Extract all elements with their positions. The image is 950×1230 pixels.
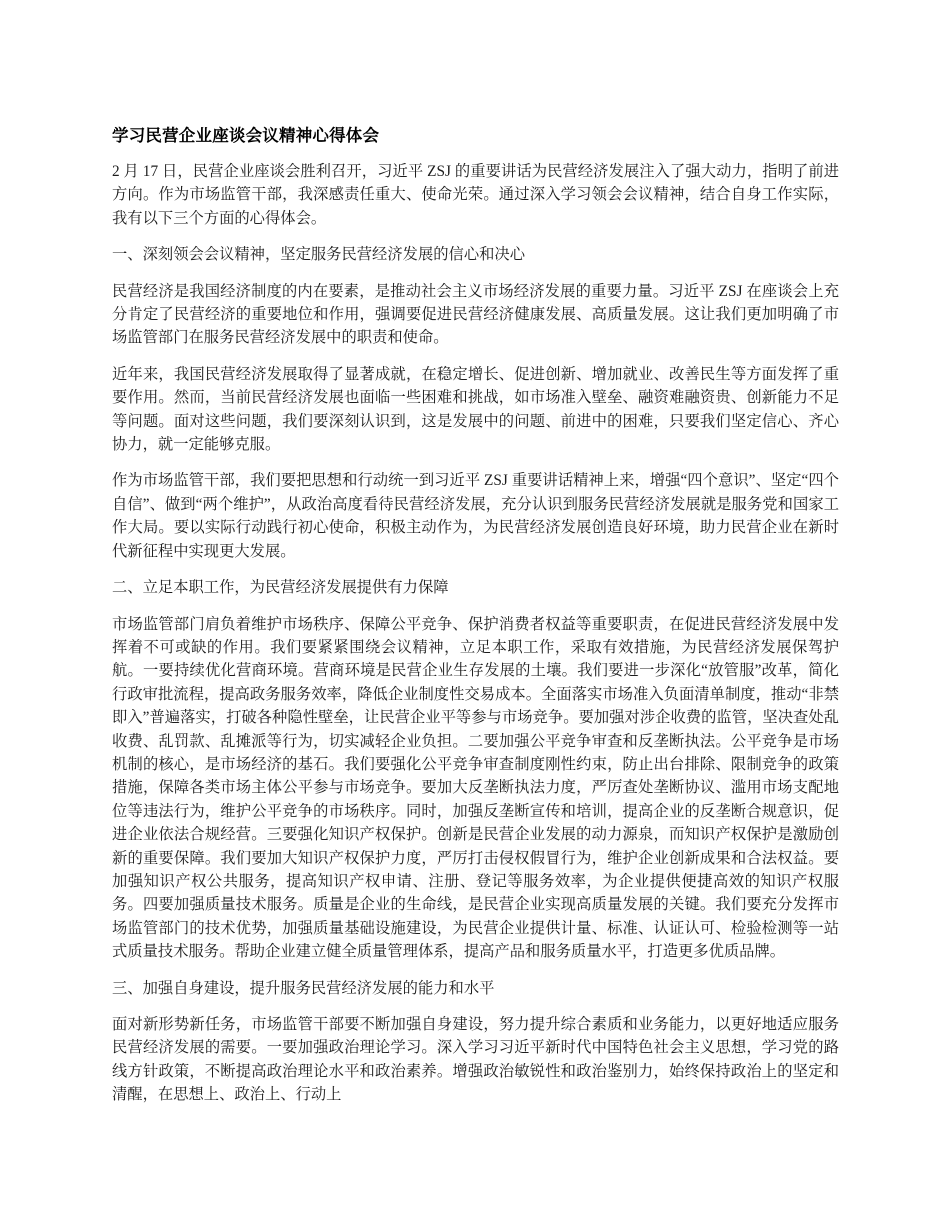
intro-paragraph: 2 月 17 日，民营企业座谈会胜利召开，习近平 ZSJ 的重要讲话为民营经济发展注入了强大动力，指明了前进方向。作为市场监管干部，我深感责任重大、使命光荣。通过深入学习领会会议精神，结合自身工作实际，我有以下三个方面的心得体会。 <box>112 163 839 227</box>
page-title: 学习民营企业座谈会议精神心得体会 <box>112 127 380 145</box>
section-three-paragraph-1: 面对新形势新任务，市场监管干部要不断加强自身建设，努力提升综合素质和业务能力，以更好地适应服务民营经济发展的需要。一要加强政治理论学习。深入学习习近平新时代中国特色社会主义思想，学习党的路线方针政策，不断提高政治理论水平和政治素养。增强政治敏锐性和政治鉴别力，始终保持政治上的坚定和清醒，在思想上、政治上、行动上 <box>112 1016 839 1104</box>
section-one-paragraph-3: 作为市场监管干部，我们要把思想和行动统一到习近平 ZSJ 重要讲话精神上来，增强“四个意识”、坚定“四个自信”、做到“两个维护”，从政治高度看待民营经济发展，充分认识到服务民营经济发展就是服务党和国家工作大局。要以实际行动践行初心使命，积极主动作为，为民营经济发展创造良好环境，助力民营企业在新时代新征程中实现更大发展。 <box>112 472 839 560</box>
section-heading-one: 一、深刻领会会议精神，坚定服务民营经济发展的信心和决心 <box>112 246 526 264</box>
document-body <box>112 124 839 1107</box>
section-one-paragraph-1: 民营经济是我国经济制度的内在要素，是推动社会主义市场经济发展的重要力量。习近平 ZSJ 在座谈会上充分肯定了民营经济的重要地位和作用，强调要促进民营经济健康发展、高质量发展。这让我们更加明确了市场监管部门在服务民营经济发展中的职责和使命。 <box>112 282 839 347</box>
section-one-paragraph-2: 近年来，我国民营经济发展取得了显著成就，在稳定增长、促进创新、增加就业、改善民生等方面发挥了重要作用。然而，当前民营经济发展也面临一些困难和挑战，如市场准入壁垒、融资难融资贵、创新能力不足等问题。面对这些问题，我们要深刻认识到，这是发展中的问题、前进中的困难，只要我们坚定信心、齐心协力，就一定能够克服。 <box>112 365 839 454</box>
section-two-paragraph-1: 市场监管部门肩负着维护市场秩序、保障公平竞争、保护消费者权益等重要职责，在促进民营经济发展中发挥着不可或缺的作用。我们要紧紧围绕会议精神，立足本职工作，采取有效措施，为民营经济发展保驾护航。一要持续优化营商环境。营商环境是民营企业生存发展的土壤。我们要进一步深化“放管服”改革，简化行政审批流程，提高政务服务效率，降低企业制度性交易成本。全面落实市场准入负面清单制度，推动“非禁即入”普遍落实，打破各种隐性壁垒，让民营企业平等参与市场竞争。要加强对涉企收费的监管，坚决查处乱收费、乱罚款、乱摊派等行为，切实减轻企业负担。二要加强公平竞争审查和反垄断执法。公平竞争是市场机制的核心，是市场经济的基石。我们要强化公平竞争审查制度刚性约束，防止出台排除、限制竞争的政策措施，保障各类市场主体公平参与市场竞争。要加大反垄断执法力度，严厉查处垄断协议、滥用市场支配地位等违法行为，维护公平竞争的市场秩序。同时，加强反垄断宣传和培训，提高企业的反垄断合规意识，促进企业依法合规经营。三要强化知识产权保护。创新是民营企业发展的动力源泉，而知识产权保护是激励创新的重要保障。我们要加大知识产权保护力度，严厉打击侵权假冒行为，维护企业创新成果和合法权益。要加强知识产权公共服务，提高知识产权申请、注册、登记等服务效率，为企业提供便捷高效的知识产权服务。四要加强质量技术服务。质量是企业的生命线，是民营企业实现高质量发展的关键。我们要充分发挥市场监管部门的技术优势，加强质量基础设施建设，为民营企业提供计量、标准、认证认可、检验检测等一站式质量技术服务。帮助企业建立健全质量管理体系，提高产品和服务质量水平，打造更多优质品牌。 <box>112 615 839 961</box>
section-heading-three: 三、加强自身建设，提升服务民营经济发展的能力和水平 <box>112 979 495 997</box>
section-heading-two: 二、立足本职工作，为民营经济发展提供有力保障 <box>112 579 449 597</box>
